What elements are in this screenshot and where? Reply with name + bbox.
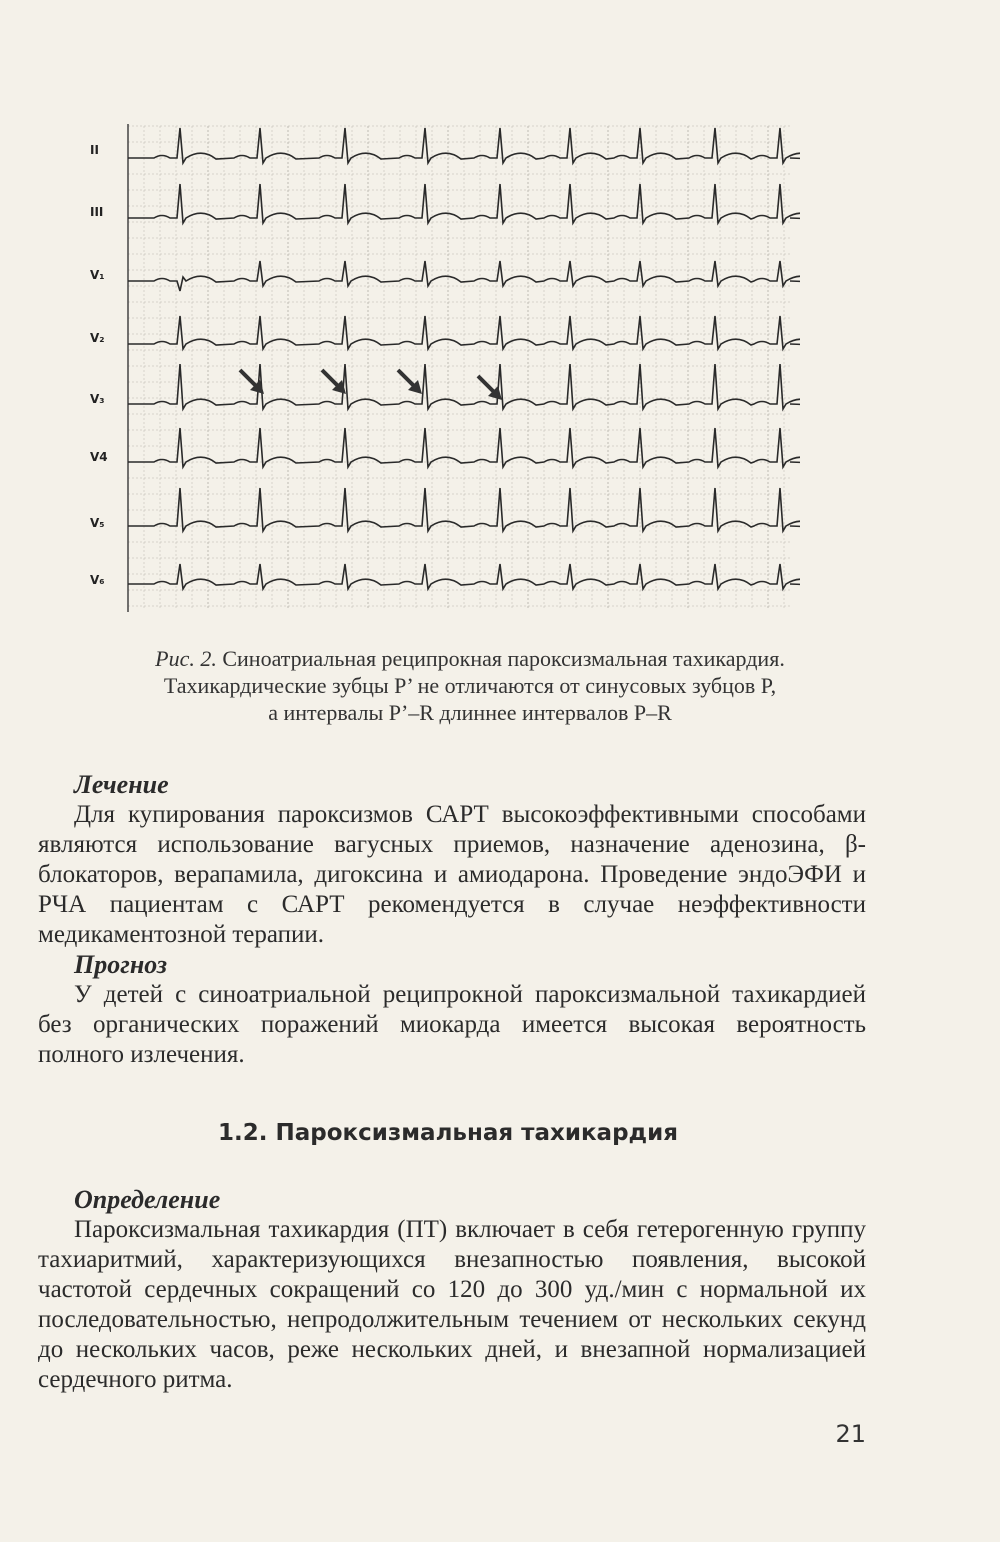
definition-heading: Определение xyxy=(74,1185,221,1214)
lead-label-v1: V₁ xyxy=(90,268,105,282)
caption-line-1: Синоатриальная реципрокная пароксизмальная тахикардия. xyxy=(222,646,785,671)
prognosis-heading: Прогноз xyxy=(74,950,168,979)
figure-ref: Рис. 2. xyxy=(155,646,217,671)
definition-text: Пароксизмальная тахикардия (ПТ) включает в себя гетерогенную группу тахиаритмий, характеризующихся внезапностью появления, высокой частотой сердечных сокращений со 120 до 300 уд./мин с нормальной их последовательностью, непродолжительным течением от нескольких секунд до нескольких часов, реже нескольких дней, и внезапной нормализацией сердечного ритма. xyxy=(38,1216,866,1393)
caption-line-2: Тахикардические зубцы P’ не отличаются от синусовых зубцов P, xyxy=(163,673,777,698)
treatment-section xyxy=(38,770,866,950)
lead-label-ii: II xyxy=(90,143,99,157)
prognosis-text: У детей с синоатриальной реципрокной пароксизмальной тахикардией без органических поражений миокарда имеется высокая вероятность полного излечения. xyxy=(38,981,866,1068)
figure-caption xyxy=(60,645,880,726)
caption-line-3: а интервалы P’–R длиннее интервалов P–R xyxy=(268,700,672,725)
lead-label-iii: III xyxy=(90,205,104,219)
page-number: 21 xyxy=(835,1420,866,1448)
lead-label-v2: V₂ xyxy=(90,331,105,345)
section-title: 1.2. Пароксизмальная тахикардия xyxy=(218,1120,678,1146)
treatment-text: Для купирования пароксизмов САРТ высокоэффективными способами являются использование вагусных приемов, назначение аденозина, β-блокаторов, верапамила, дигоксина и амиодарона. Проведение эндоЭФИ и РЧА пациентам с САРТ рекомендуется в случае неэффективности медикаментозной терапии. xyxy=(38,801,866,948)
lead-label-v3: V₃ xyxy=(90,392,105,406)
ecg-chart xyxy=(100,118,800,618)
ecg-figure xyxy=(90,118,800,618)
lead-label-v4: V4 xyxy=(90,450,108,464)
ecg-trace-4 xyxy=(128,316,800,349)
lead-label-v6: V₆ xyxy=(90,573,105,587)
definition-section xyxy=(38,1185,866,1395)
treatment-heading: Лечение xyxy=(74,770,169,799)
prognosis-section xyxy=(38,950,866,1070)
lead-label-v5: V₅ xyxy=(90,516,105,530)
